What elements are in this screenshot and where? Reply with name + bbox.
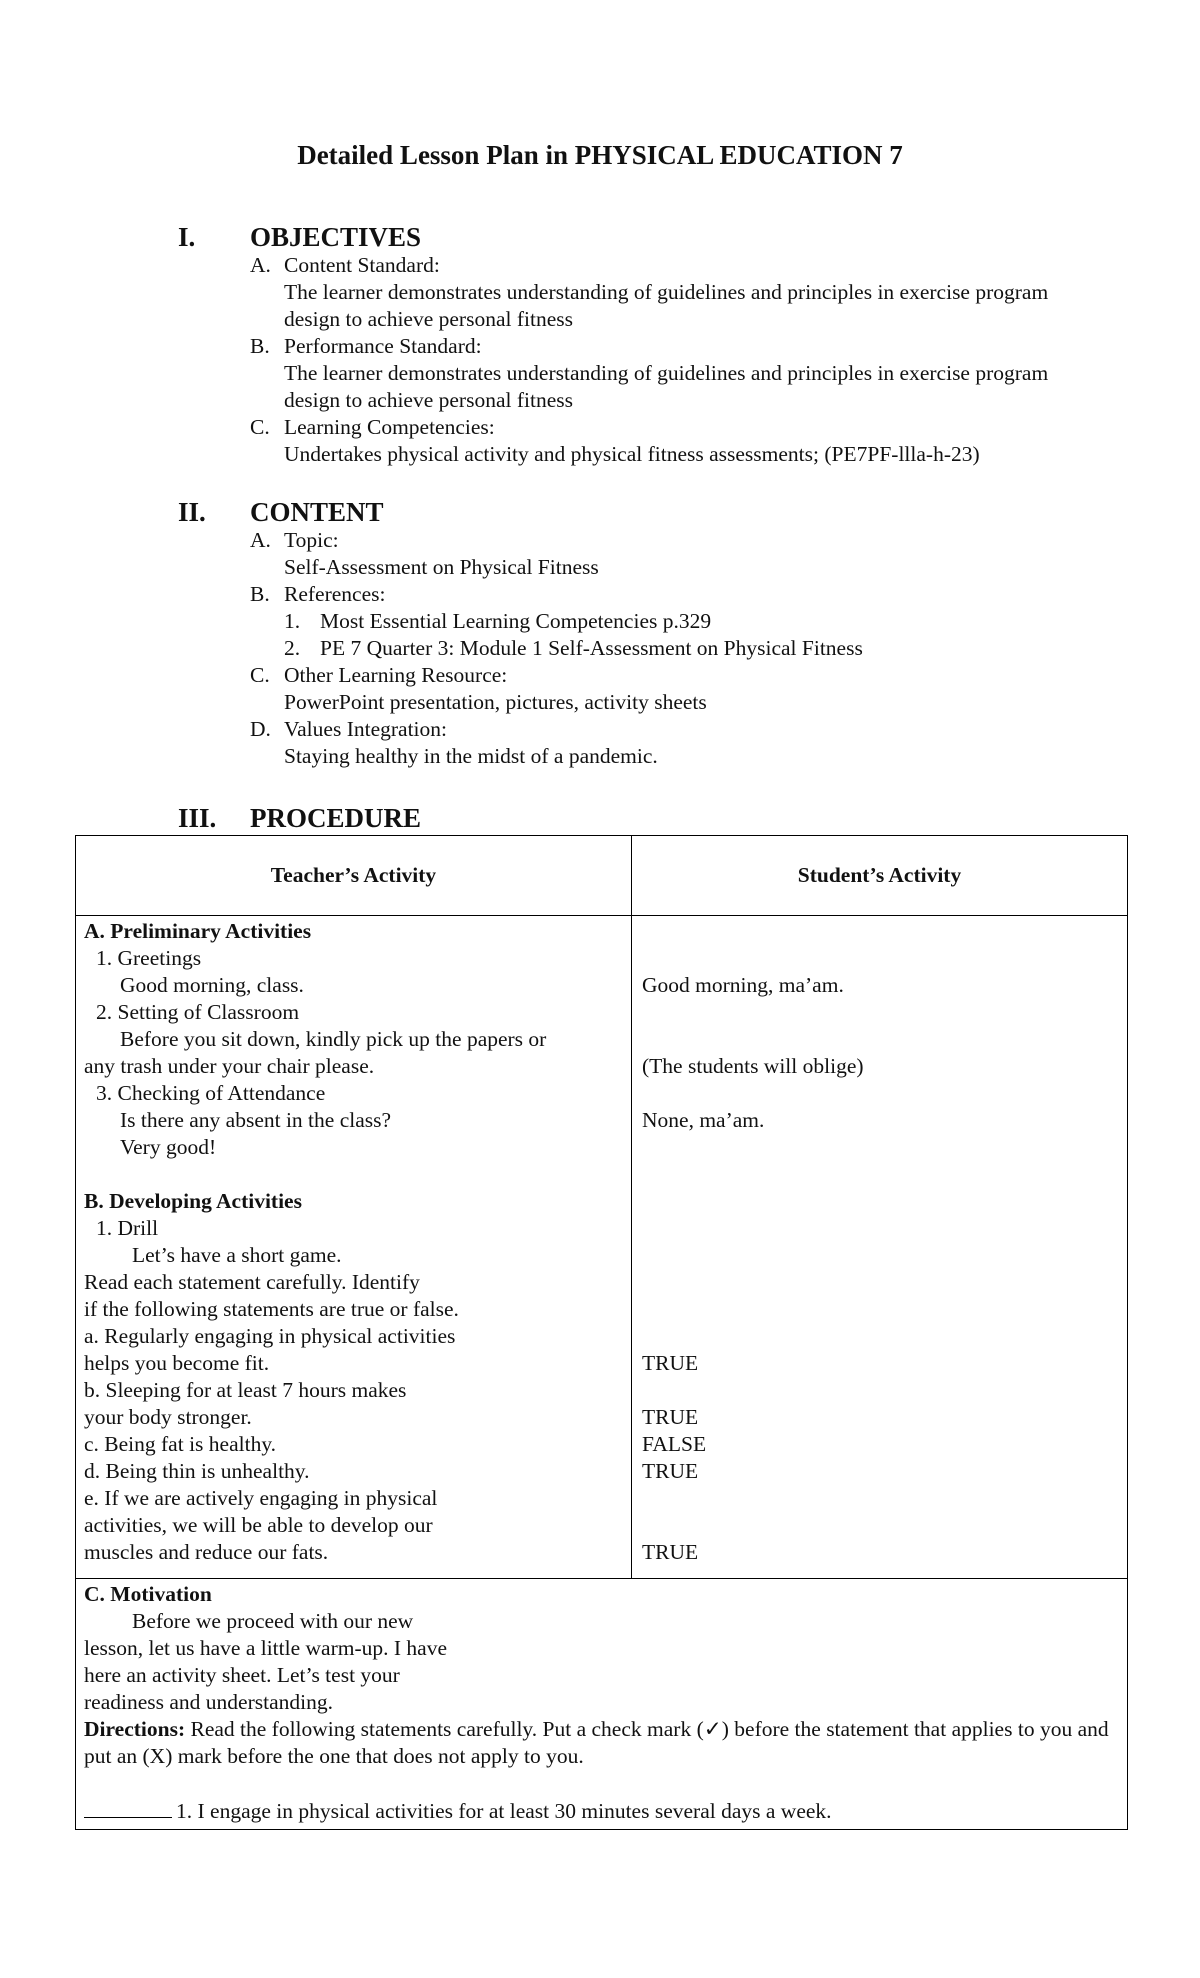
content-letter: B. <box>250 582 270 606</box>
student-activity-line: Good morning, ma’am. <box>642 973 844 997</box>
content-letter: C. <box>250 663 270 687</box>
teacher-activity-line: Let’s have a short game. <box>132 1243 342 1267</box>
procedure-heading <box>178 803 421 833</box>
objective-item-c <box>250 414 1104 468</box>
student-activity-line <box>642 1296 1117 1323</box>
motivation-row <box>76 1579 1128 1830</box>
motivation-cell <box>76 1579 1128 1830</box>
student-activity-line: TRUE <box>642 1351 699 1375</box>
statement-text: 1. I engage in physical activities for at least 30 minutes several days a week. <box>176 1799 832 1823</box>
reference-text: Most Essential Learning Competencies p.329 <box>320 609 712 633</box>
objective-item-a <box>250 252 1104 333</box>
content-text: PowerPoint presentation, pictures, activity sheets <box>284 690 707 714</box>
student-activity-line <box>642 1485 1117 1512</box>
content-label: Topic: <box>284 528 339 552</box>
content-label: Other Learning Resource: <box>284 663 508 687</box>
teacher-activity-line: d. Being thin is unhealthy. <box>84 1459 310 1483</box>
directions <box>84 1716 1119 1770</box>
procedure-number: III. <box>178 803 217 833</box>
reference-number: 1. <box>284 609 301 633</box>
content-text: Staying healthy in the midst of a pandemic. <box>284 744 658 768</box>
teacher-activity-line: 3. Checking of Attendance <box>96 1081 326 1105</box>
content-text: Self-Assessment on Physical Fitness <box>284 555 599 579</box>
teacher-activity-line: A. Preliminary Activities <box>84 919 312 943</box>
student-activity-line: None, ma’am. <box>642 1108 765 1132</box>
statement-line <box>84 1797 1119 1825</box>
student-activity-line <box>642 1377 1117 1404</box>
objective-letter: B. <box>250 334 270 358</box>
motivation-line: readiness and understanding. <box>84 1690 333 1714</box>
student-activity-line: FALSE <box>642 1432 707 1456</box>
student-activity-line <box>642 1323 1117 1350</box>
motivation-line: Before we proceed with our new <box>132 1609 414 1633</box>
content-label: References: <box>284 582 386 606</box>
teacher-activity-line: 1. Greetings <box>96 946 202 970</box>
student-activity-line <box>642 1242 1117 1269</box>
student-activity-line: TRUE <box>642 1540 699 1564</box>
content-section <box>178 497 863 770</box>
objectives-heading <box>178 222 1104 252</box>
objectives-number: I. <box>178 222 196 252</box>
student-activity-column <box>632 916 1128 1579</box>
content-number: II. <box>178 497 206 527</box>
directions-text: Read the following statements carefully. Put a check mark (✓) before the statement that applies to you and put an (X) mark before the one that does not apply to you. <box>84 1717 1109 1768</box>
directions-label: Directions: <box>84 1717 186 1741</box>
teacher-activity-line: a. Regularly engaging in physical activities <box>84 1324 456 1348</box>
teacher-activity-line: e. If we are actively engaging in physical <box>84 1486 438 1510</box>
content-values <box>250 716 863 770</box>
document-title: Detailed Lesson Plan in PHYSICAL EDUCATION 7 <box>297 140 903 170</box>
content-references <box>250 581 863 608</box>
teacher-activity-line: Read each statement carefully. Identify <box>84 1270 420 1294</box>
reference-text: PE 7 Quarter 3: Module 1 Self-Assessment on Physical Fitness <box>320 636 863 660</box>
teacher-activity-line: your body stronger. <box>84 1405 252 1429</box>
teacher-activity-line <box>84 1161 623 1188</box>
content-title: CONTENT <box>250 497 384 527</box>
motivation-heading: C. Motivation <box>84 1582 212 1606</box>
content-letter: A. <box>250 528 271 552</box>
teacher-activity-line: 1. Drill <box>96 1216 159 1240</box>
objectives-title: OBJECTIVES <box>250 222 422 252</box>
student-activity-header: Student’s Activity <box>632 836 1128 916</box>
answer-blank[interactable] <box>84 1797 172 1818</box>
student-activity-line <box>642 1512 1117 1539</box>
student-activity-line <box>642 918 1117 945</box>
student-activity-line <box>642 999 1117 1026</box>
student-activity-line <box>642 1080 1117 1107</box>
objective-text: The learner demonstrates understanding of guidelines and principles in exercise program design to achieve personal fitness <box>284 280 1049 331</box>
content-letter: D. <box>250 717 271 741</box>
procedure-table <box>75 835 1128 1830</box>
student-activity-line <box>642 1026 1117 1053</box>
teacher-activity-line: Very good! <box>120 1135 217 1159</box>
student-activity-line <box>642 1161 1117 1188</box>
teacher-activity-line: Before you sit down, kindly pick up the papers or <box>120 1027 547 1051</box>
teacher-activity-line: Good morning, class. <box>120 973 304 997</box>
procedure-title: PROCEDURE <box>250 803 422 833</box>
procedure-section <box>178 803 421 833</box>
reference-item <box>284 608 863 635</box>
teacher-activity-line: c. Being fat is healthy. <box>84 1432 277 1456</box>
objective-label: Performance Standard: <box>284 334 482 358</box>
teacher-activity-line: activities, we will be able to develop our <box>84 1513 433 1537</box>
teacher-activity-header: Teacher’s Activity <box>76 836 632 916</box>
teacher-activity-line: 2. Setting of Classroom <box>96 1000 300 1024</box>
teacher-activity-line: Is there any absent in the class? <box>120 1108 392 1132</box>
procedure-body-row <box>76 916 1128 1579</box>
objective-text: Undertakes physical activity and physical fitness assessments; (PE7PF-llla-h-23) <box>284 442 980 466</box>
student-activity-line <box>642 1269 1117 1296</box>
reference-number: 2. <box>284 636 301 660</box>
objective-letter: A. <box>250 253 271 277</box>
student-activity-line <box>642 1215 1117 1242</box>
teacher-activity-line: b. Sleeping for at least 7 hours makes <box>84 1378 407 1402</box>
motivation-line: here an activity sheet. Let’s test your <box>84 1663 400 1687</box>
reference-item <box>284 635 863 662</box>
teacher-activity-line: muscles and reduce our fats. <box>84 1540 329 1564</box>
student-activity-line: TRUE <box>642 1459 699 1483</box>
teacher-activity-line: any trash under your chair please. <box>84 1054 375 1078</box>
objectives-section <box>178 222 1104 468</box>
procedure-header-row <box>76 836 1128 916</box>
student-activity-line: (The students will oblige) <box>642 1054 864 1078</box>
student-activity-line: TRUE <box>642 1405 699 1429</box>
content-heading <box>178 497 863 527</box>
teacher-activity-line: if the following statements are true or false. <box>84 1297 459 1321</box>
objective-text: The learner demonstrates understanding of guidelines and principles in exercise program design to achieve personal fitness <box>284 361 1049 412</box>
content-topic <box>250 527 863 581</box>
motivation-line: lesson, let us have a little warm-up. I have <box>84 1636 448 1660</box>
objective-letter: C. <box>250 415 270 439</box>
content-other-resource <box>250 662 863 716</box>
content-label: Values Integration: <box>284 717 447 741</box>
objective-label: Content Standard: <box>284 253 440 277</box>
teacher-activity-line: B. Developing Activities <box>84 1189 302 1213</box>
teacher-activity-column <box>76 916 632 1579</box>
objective-item-b <box>250 333 1104 414</box>
student-activity-line <box>642 945 1117 972</box>
teacher-activity-line: helps you become fit. <box>84 1351 270 1375</box>
student-activity-line <box>642 1188 1117 1215</box>
student-activity-line <box>642 1134 1117 1161</box>
objective-label: Learning Competencies: <box>284 415 495 439</box>
